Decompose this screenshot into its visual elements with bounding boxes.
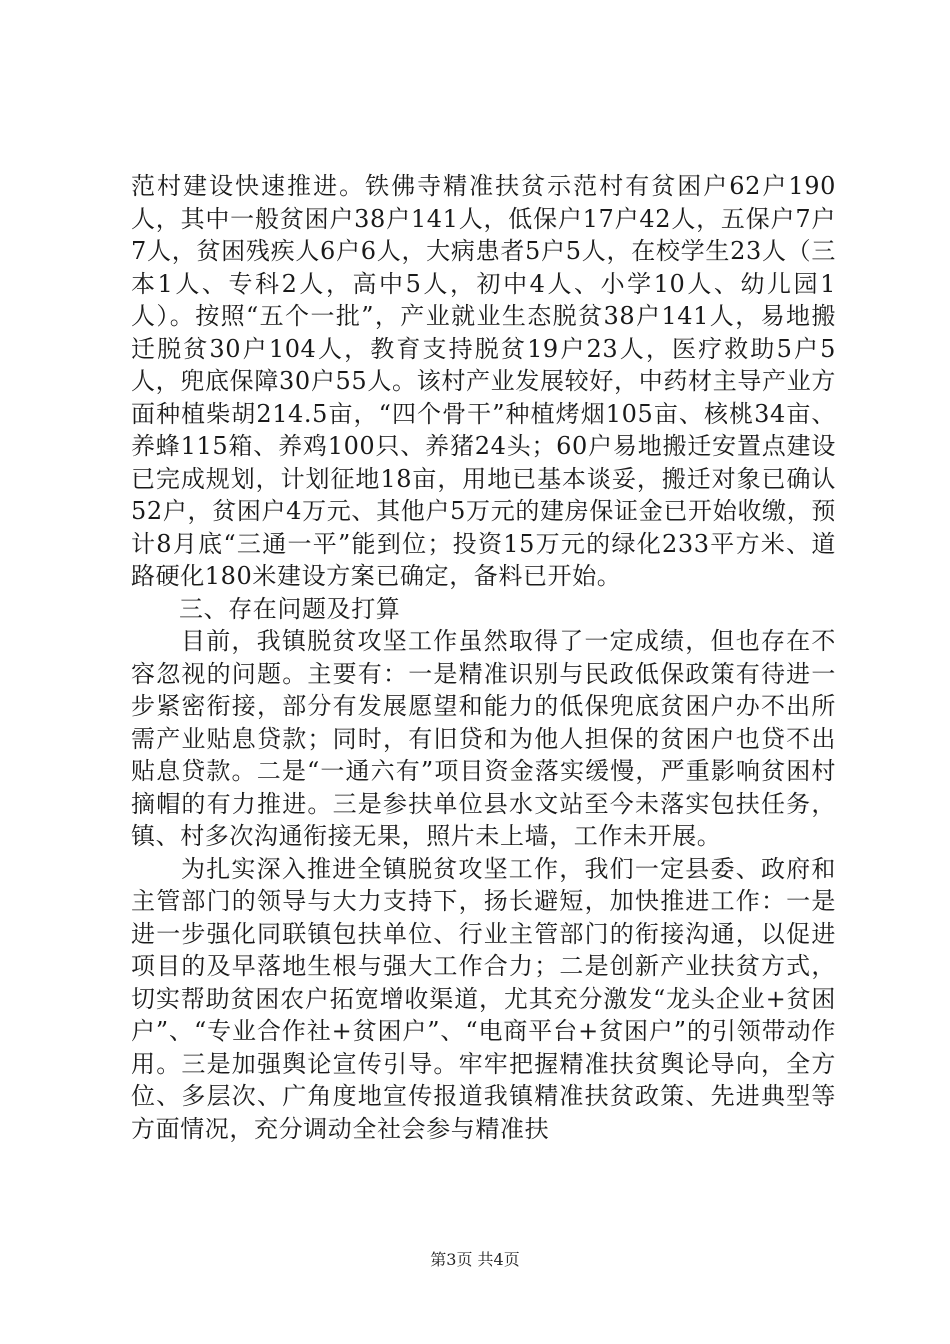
section-heading: 三、存在问题及打算 (179, 594, 401, 623)
paragraph-continuation: 范村建设快速推进。铁佛寺精准扶贫示范村有贫困户62户190人，其中一般贫困户38户141人，低保户17户42人，五保户7户7人，贫困残疾人6户6人，大病患者5户5人，在校学生23人（三本1人、专科2人，高中5人，初中4人、小学10人、幼儿园1人）。按照“五个一批”，产业就业生态脱贫38户141人，易地搬迁脱贫30户104人，教育支持脱贫19户23人，医疗救助5户5人，兜底保障30户55人。该村产业发展较好，中药材主导产业方面种植柴胡214.5亩，“四个骨干”种植烤烟105亩、核桃34亩、养蜂115箱、养鸡100只、养猪24头；60户易地搬迁安置点建设已完成规划，计划征地18亩，用地已基本谈妥，搬迁对象已确认52户，贫困户4万元、其他户5万元的建房保证金已开始收缴，预计8月底“三通一平”能到位；投资15万元的绿化233平方米、道路硬化180米建设方案已确定，备料已开始。 (131, 172, 836, 590)
paragraph-plans: 为扎实深入推进全镇脱贫攻坚工作，我们一定县委、政府和主管部门的领导与大力支持下，扬长避短，加快推进工作：一是进一步强化同联镇包扶单位、行业主管部门的衔接沟通，以促进项目的及早落地生根与强大工作合力；二是创新产业扶贫方式，切实帮助贫困农户拓宽增收渠道，尤其充分激发“龙头企业+贫困户”、“专业合作社+贫困户”、“电商平台+贫困户”的引领带动作用。三是加强舆论宣传引导。牢牢把握精准扶贫舆论导向，全方位、多层次、广角度地宣传报道我镇精准扶贫政策、先进典型等方面情况，充分调动全社会参与精准扶 (131, 854, 836, 1143)
document-body (131, 170, 836, 1145)
paragraph-problems: 目前，我镇脱贫攻坚工作虽然取得了一定成绩，但也存在不容忽视的问题。主要有：一是精准识别与民政低保政策有待进一步紧密衔接，部分有发展愿望和能力的低保兜底贫困户办不出所需产业贴息贷款；同时，有旧贷和为他人担保的贫困户也贷不出贴息贷款。二是“一通六有”项目资金落实缓慢，严重影响贫困村摘帽的有力推进。三是参扶单位县水文站至今未落实包扶任务，镇、村多次沟通衔接无果，照片未上墙，工作未开展。 (131, 627, 836, 850)
page-number-footer: 第3页 共4页 (430, 1250, 520, 1269)
